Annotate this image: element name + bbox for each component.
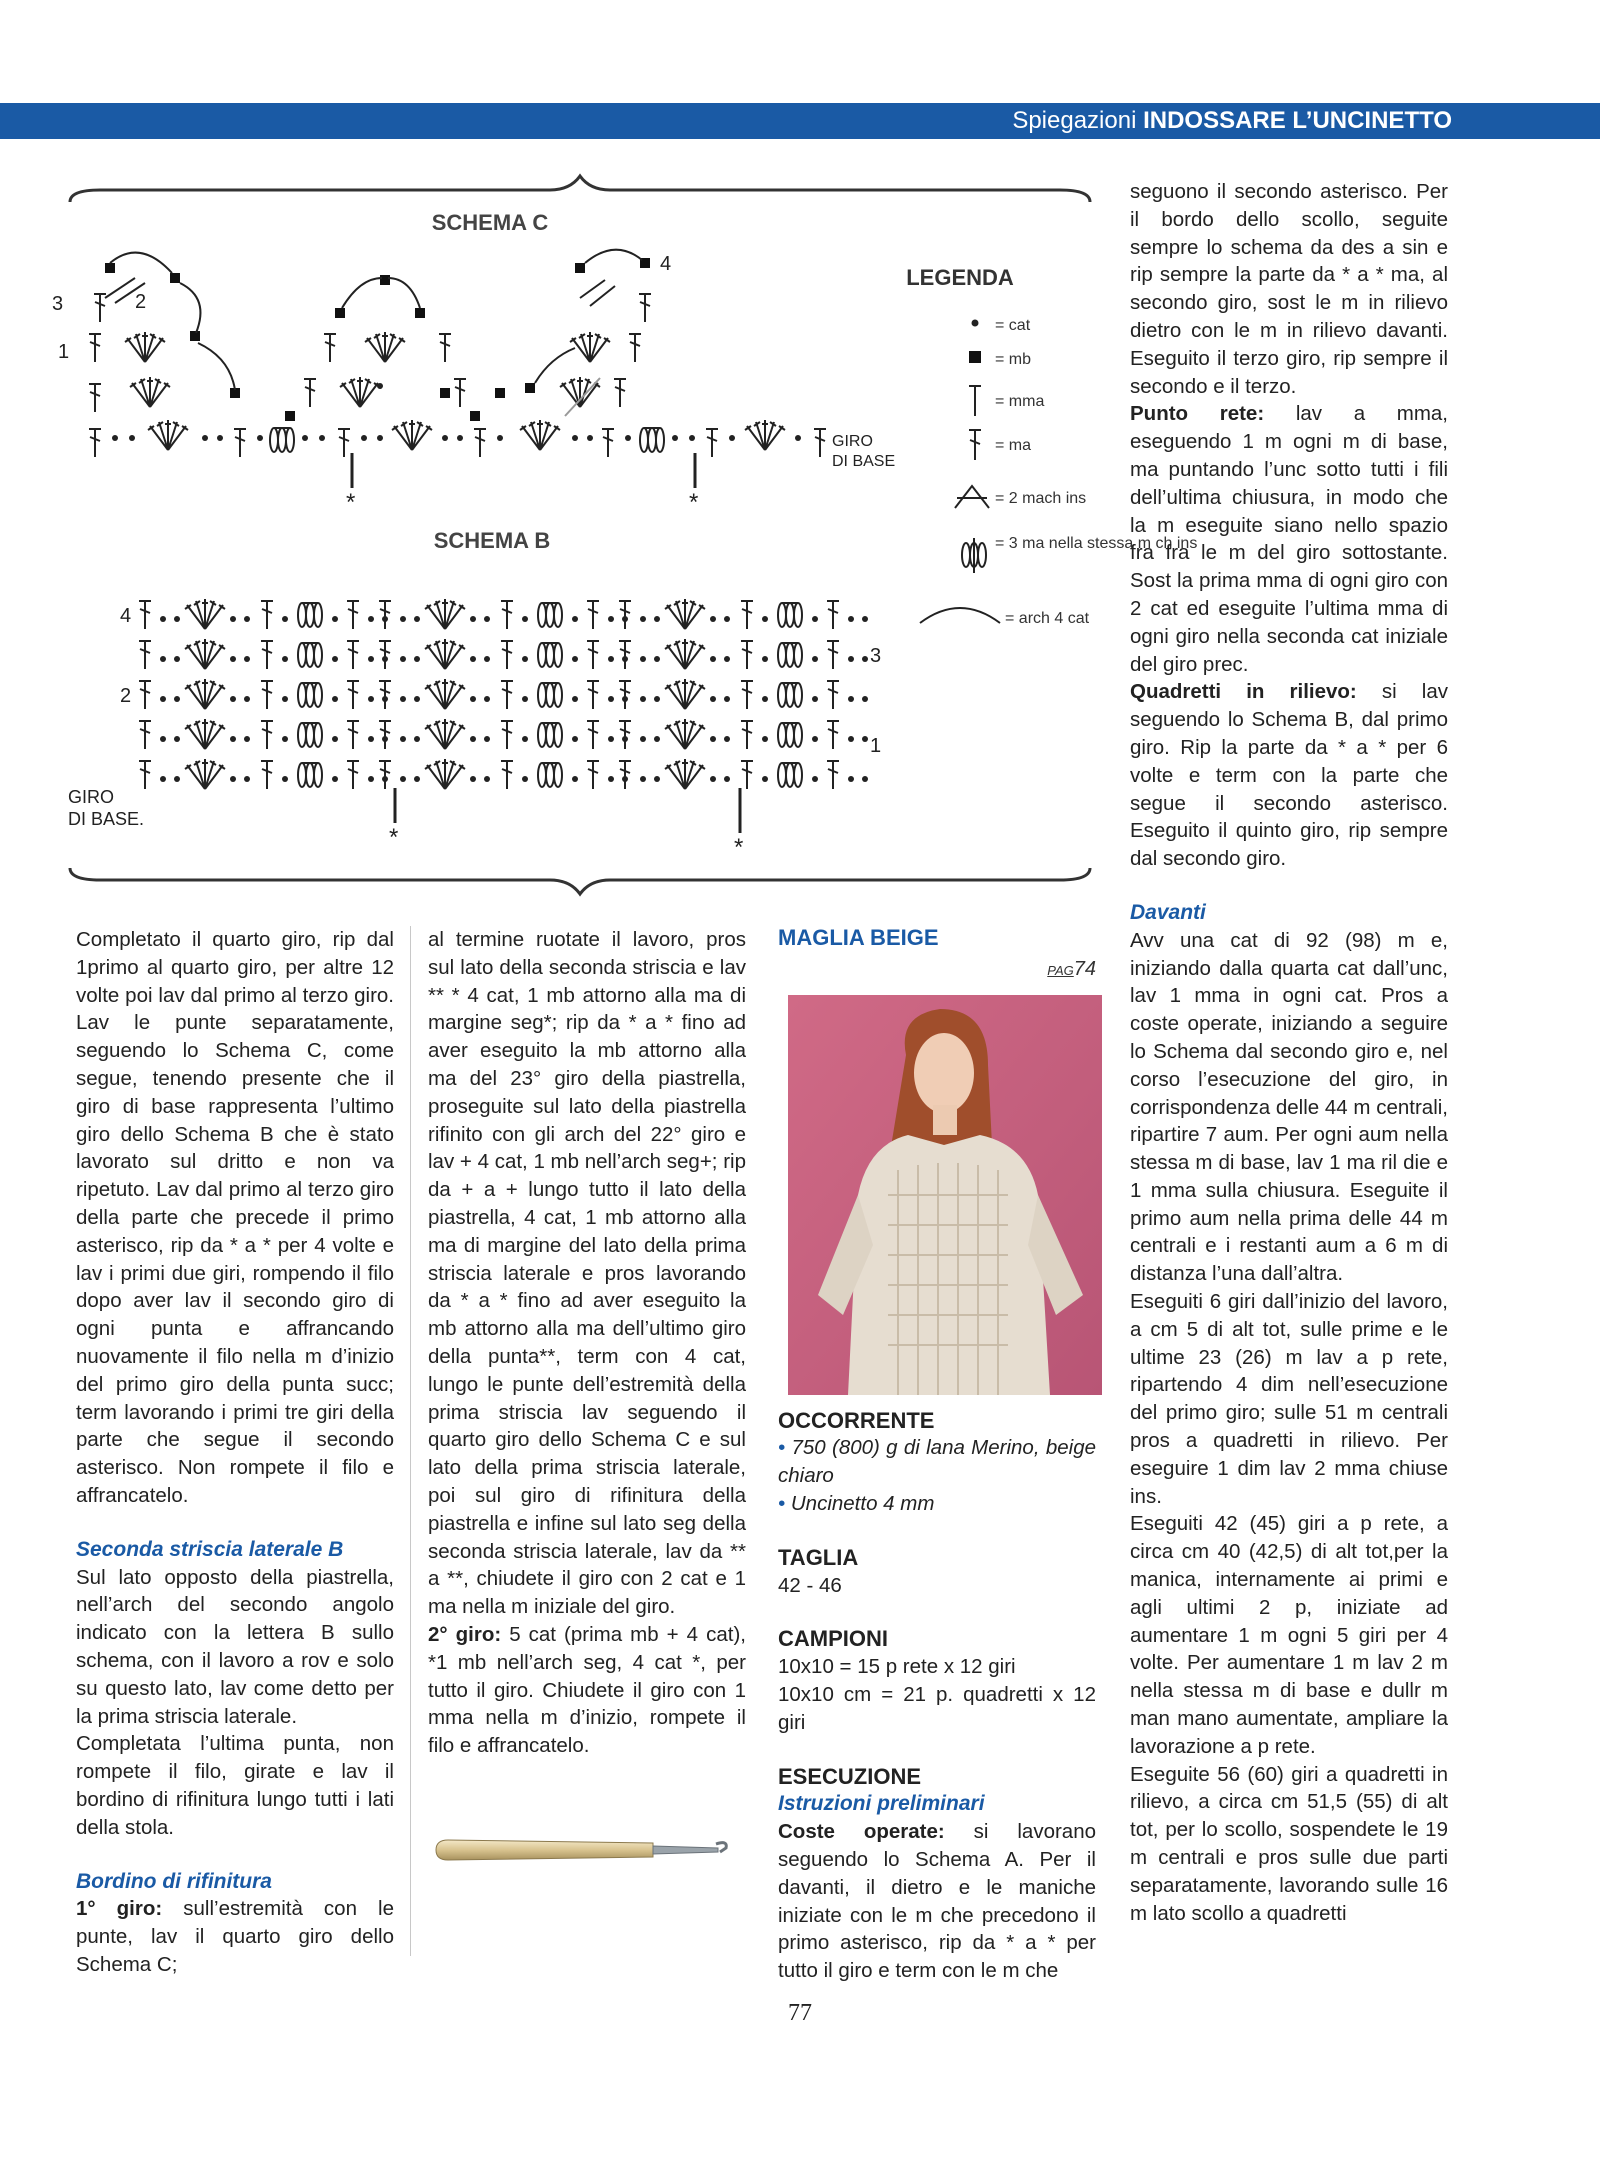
schema-b-title: SCHEMA B [433,528,551,553]
legend-label-3ma: = 3 ma nella stessa m ch ins [995,535,1198,552]
column-1 [76,926,394,1979]
subheading-bordino: Bordino di rifinitura [76,1869,272,1893]
paragraph: Avv una cat di 92 (98) m e, iniziando dalla quarta cat dall’unc, lav 1 mma in ogni cat. Pros a coste operate, iniziando a seguire lo Schema dal secondo giro e, nel corso l’esecuzione del giro, in corrispondenza delle 44 m centrali, ripartire 7 aum. Per ogni aum nella stessa m di base, lav 1 ma ril die e 1 mma sulla chiusura. Eseguite il primo aum nella prima delle 44 m centrali e i restanti aum a 6 m di distanza l’una dall’altra. [1130,928,1448,1286]
paragraph: seguono il secondo asterisco. Per il bordo dello scollo, seguite sempre lo schema da des a sin e rip sempre la parte da * a * ma, al secondo giro, sost le m in rilievo dietro con le m in rilievo davanti. Eseguito il terzo giro, rip sempre il secondo e il terzo. [1130,180,1448,398]
size-value: 42 - 46 [778,1573,842,1597]
schema-c-row-2: 2 [135,291,147,313]
schema-b-row-4: 4 [120,605,132,627]
arch-symbol-icon [920,608,1000,623]
schema-b-asterisk-2: * [734,834,744,861]
legend-label-mb: = mb [995,351,1032,368]
legend-title: LEGENDA [906,265,1014,290]
double-crochet-symbol-icon [969,386,981,416]
paragraph: al termine ruotate il lavoro, pros sul lato della seconda striscia e lav ** * 4 cat, 1 mb attorno alla ma di margine seg*; rip da * a * fino ad aver eseguito la mb attorno alla ma del 23° giro della piastrella, proseguite sul lato della piastrella rifinito con gli arch del 22° giro e lav + 4 cat, 1 mb nell’arch seg+; rip da + a + lungo tutto il lato della piastrella, 4 cat, 1 mb attorno alla ma di margine del lato della prima striscia laterale e pros lavorando da * a * fino ad aver eseguito la mb attorno alla ma dell’ultimo giro della punta**, term con 4 cat, lungo le punte dell’estremità della prima striscia lav seguendo il quarto giro dello Schema C e sul lato della prima striscia laterale, poi sul giro di rifinitura della piastrella e infine sul lato seg della seconda striscia laterale, lav da ** a **, chiudete il giro con 2 cat e 1 ma nella m iniziale del giro. [428,928,746,1619]
materials-item: • 750 (800) g di lana Merino, beige chiaro [778,1436,1096,1488]
page-reference: PAG74 [1047,957,1096,980]
column-divider [410,926,411,1956]
gauge-line: 10x10 = 15 p rete x 12 giri [778,1655,1016,1679]
legend-label-mma: = mma [995,393,1045,410]
legend-label-ma: = ma [995,437,1032,454]
schema-b-row-1: 1 [870,735,882,757]
cluster-symbol-icon [962,538,986,573]
column-3 [778,924,1096,1985]
schema-b-row-3: 3 [870,645,882,667]
two-together-symbol-icon [955,486,989,508]
page-number: 77 [788,2000,812,2026]
schema-c-giro-line2: DI BASE [832,453,896,470]
heading-esecuzione: ESECUZIONE [778,1763,922,1789]
schema-c-title: SCHEMA C [431,210,549,235]
schema-c-row-1: 1 [58,341,70,363]
paragraph: Quadretti in rilievo: si lav seguendo lo Schema B, dal primo giro. Rip la parte da * a * per 6 volte e term con la parte che segue il secondo asterisco. Eseguito il quinto giro, rip sempre dal secondo giro. [1130,680,1448,871]
schema-b-row-2: 2 [120,685,132,707]
crochet-hook-image [428,1830,738,1870]
dot-symbol-icon [972,320,979,327]
schema-c-asterisk-2: * [689,489,699,516]
legend-label-arch: = arch 4 cat [1005,610,1090,627]
column-4 [1130,178,1448,1927]
heading-occorrente: OCCORRENTE [778,1407,935,1433]
schema-c-asterisk-1: * [346,489,356,516]
square-symbol-icon [969,351,981,363]
paragraph: Coste operate: si lavorano seguendo lo Schema A. Per il davanti, il dietro e le maniche iniziate con le m che precedono il primo asterisco, rip da * a * per tutto il giro e term con le m che [778,1820,1096,1983]
heading-taglia: TAGLIA [778,1544,859,1570]
schema-c-giro-line1: GIRO [832,433,873,450]
schema-b-giro-line2: DI BASE. [68,809,145,829]
subheading-davanti: Davanti [1130,900,1206,924]
schema-c-base-row [89,420,826,457]
schema-b-grid [139,599,868,789]
schema-c-points [89,250,651,421]
header-title: Spiegazioni INDOSSARE L’UNCINETTO [1012,107,1452,134]
paragraph: Completata l’ultima punta, non rompete il filo, girate e lav il bordino di rifinitura lungo tutti i lati della stola. [76,1732,394,1839]
materials-item: • Uncinetto 4 mm [778,1491,935,1515]
paragraph: 1° giro: sull’estremità con le punte, lav il quarto giro dello Schema C; [76,1897,394,1976]
gauge-line: 10x10 cm = 21 p. quadretti x 12 giri [778,1682,1096,1734]
schema-c-row-3: 3 [52,293,64,315]
treble-symbol-icon [969,430,981,460]
paragraph: Eseguite 56 (60) giri a quadretti in rilievo, a circa cm 51,5 (55) di alt tot, per lo scollo, sospendete le 19 m centrali e pros sulle due parti separatamente, lavorando sulle 16 m lato scollo a quadretti [1130,1762,1448,1925]
paragraph: Eseguiti 6 giri dall’inizio del lavoro, a cm 5 di alt tot, sulle prime e le ultime 23 (26) m lav a p rete, ripartendo 4 dim nell’esecuzione del primo giro; sulle 51 m centrali pros a quadretti in rilievo. Per eseguire 1 dim lav 2 mma chiuse ins. [1130,1290,1448,1508]
crochet-diagrams [52,168,1198,908]
subheading-seconda-striscia: Seconda striscia laterale B [76,1537,344,1561]
paragraph: Completato il quarto giro, rip dal 1primo al quarto giro, per altre 12 volte poi lav dal primo al terzo giro. Lav le punte separatamente, seguendo lo Schema C, come segue, tenendo presente che il giro di base rappresenta l’ultimo giro dello Schema B che è stato lavorato sul dritto e non va ripetuto. Lav dal primo al terzo giro della parte che precede il primo asterisco, rip da * a * per 4 volte e lav i primi due giri, rompendo il filo dopo aver lav il secondo giro di ogni punta e affrancando nuovamente il filo nella m d’inizio del primo giro della punta succ; term lavorando i primi tre giri della parte che segue il secondo asterisco. Non rompete il filo e affrancatelo. [76,928,394,1507]
schema-c-row-4: 4 [660,253,672,275]
legend-label-cat: = cat [995,317,1031,334]
paragraph: Eseguiti 42 (45) giri a p rete, a circa cm 40 (42,5) di alt tot,per la manica, internamente ai primi e agli ultimi 2 p, iniziate ad aumentare 1 m ogni 5 giri per 4 volte. Per aumentare 1 m lav 2 m nella stessa m di base e dullr m man mano aumentate, ampliare la lavorazione a p rete. [1130,1512,1448,1758]
schema-b-giro-line1: GIRO [68,787,115,807]
schema-b-asterisk-1: * [389,824,399,851]
model-photo [788,995,1102,1395]
heading-campioni: CAMPIONI [778,1626,888,1652]
paragraph: Punto rete: lav a mma, eseguendo 1 m ogni m di base, ma puntando l’unc sotto tutti i fili dell’ultima chiusura, in modo che la m eseguite siano nello spazio fra fra le m del giro sottostante. Sost la prima mma di ogni giro con 2 cat ed eseguite l’ultima mma di ogni giro nella seconda cat iniziale del giro prec. [1130,402,1448,676]
header-bar [0,103,1600,139]
legend-label-2mach: = 2 mach ins [995,490,1087,507]
column-2 [428,926,746,1760]
paragraph: 2° giro: 5 cat (prima mb + 4 cat), *1 mb nell’arch seg, 4 cat *, per tutto il giro. Chiudete il giro con 1 mma nella m d’inizio, rompete il filo e affrancatelo. [428,1622,746,1758]
subheading-istruzioni: Istruzioni preliminari [778,1792,985,1816]
paragraph: Sul lato opposto della piastrella, nell’arch del secondo angolo indicato con la lettera B sullo schema, con il lavoro a rov e solo su questo lato, lav come detto per la prima striscia laterale. [76,1565,394,1728]
product-title: MAGLIA BEIGE [778,925,939,950]
